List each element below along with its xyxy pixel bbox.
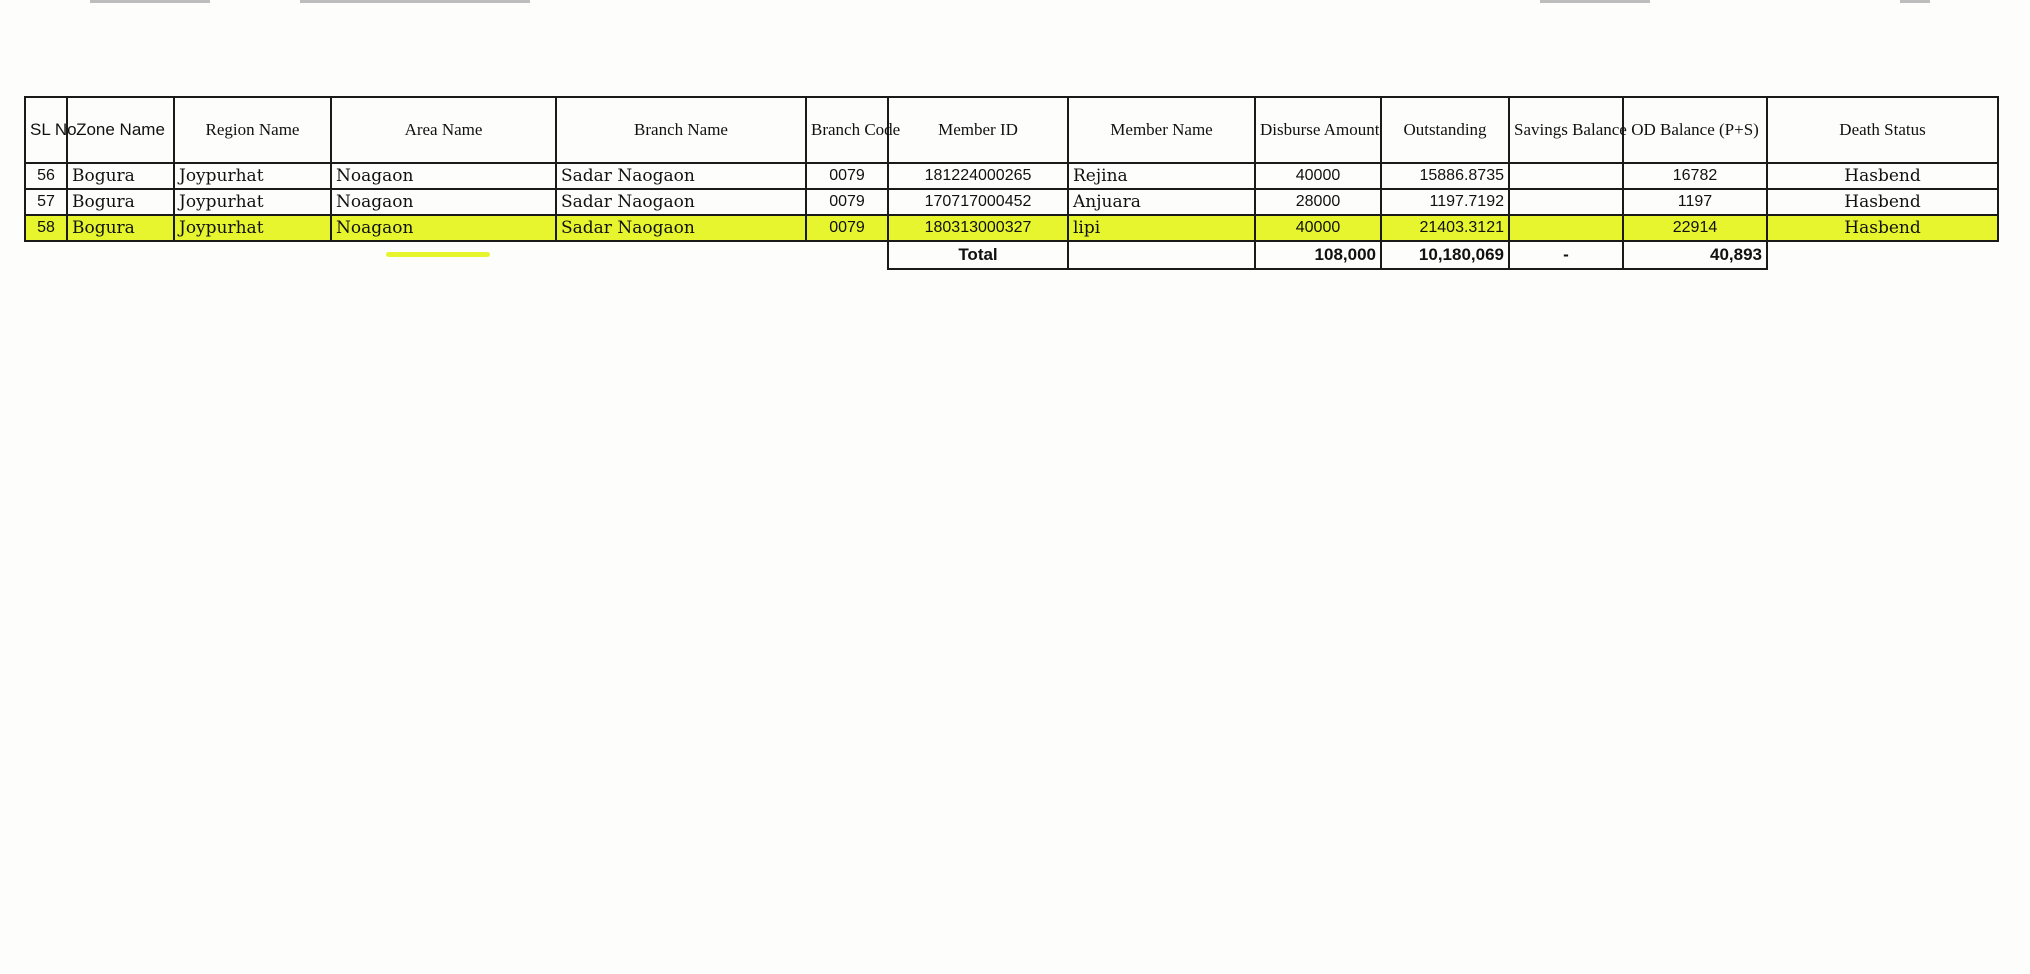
col-header-outstanding: Outstanding: [1381, 97, 1509, 163]
highlighter-stroke: [386, 252, 490, 257]
cell-member-name: Rejina: [1068, 163, 1255, 189]
col-header-savings: Savings Balance: [1509, 97, 1623, 163]
table-row: [25, 163, 1998, 189]
cell-outstanding: 21403.3121: [1381, 215, 1509, 241]
col-header-sl: SL No: [25, 97, 67, 163]
cell-area: Noagaon: [331, 163, 556, 189]
cell-member-id: 170717000452: [888, 189, 1068, 215]
col-header-od-balance: OD Balance (P+S): [1623, 97, 1767, 163]
cell-outstanding: 15886.8735: [1381, 163, 1509, 189]
cell-od-balance: 16782: [1623, 163, 1767, 189]
cell-branch: Sadar Naogaon: [556, 215, 806, 241]
col-header-death-status: Death Status: [1767, 97, 1998, 163]
cell-member-name: Anjuara: [1068, 189, 1255, 215]
cell-savings: [1509, 189, 1623, 215]
cell-member-id: 180313000327: [888, 215, 1068, 241]
scan-edge-marks: [0, 0, 2030, 6]
death-status-table: [24, 96, 1999, 270]
cell-disburse: 40000: [1255, 215, 1381, 241]
cell-region: Joypurhat: [174, 215, 331, 241]
cell-sl: 57: [25, 189, 67, 215]
col-header-member-name: Member Name: [1068, 97, 1255, 163]
cell-area: Noagaon: [331, 215, 556, 241]
total-member-name-empty: [1068, 241, 1255, 269]
cell-death-status: Hasbend: [1767, 189, 1998, 215]
cell-od-balance: 1197: [1623, 189, 1767, 215]
cell-zone: Bogura: [67, 215, 174, 241]
cell-sl: 56: [25, 163, 67, 189]
cell-death-status: Hasbend: [1767, 163, 1998, 189]
cell-disburse: 28000: [1255, 189, 1381, 215]
col-header-member-id: Member ID: [888, 97, 1068, 163]
header-row: [25, 97, 1998, 163]
cell-zone: Bogura: [67, 189, 174, 215]
col-header-disburse: Disburse Amount: [1255, 97, 1381, 163]
col-header-branch: Branch Name: [556, 97, 806, 163]
col-header-zone: Zone Name: [67, 97, 174, 163]
cell-region: Joypurhat: [174, 189, 331, 215]
cell-branch: Sadar Naogaon: [556, 189, 806, 215]
cell-branch-code: 0079: [806, 189, 888, 215]
col-header-branch-code: Branch Code: [806, 97, 888, 163]
table-row: [25, 189, 1998, 215]
cell-sl: 58: [25, 215, 67, 241]
cell-area: Noagaon: [331, 189, 556, 215]
report-sheet: [24, 96, 1999, 270]
cell-outstanding: 1197.7192: [1381, 189, 1509, 215]
cell-branch-code: 0079: [806, 163, 888, 189]
total-row: [25, 241, 1998, 269]
cell-od-balance: 22914: [1623, 215, 1767, 241]
cell-branch-code: 0079: [806, 215, 888, 241]
total-label: Total: [888, 241, 1068, 269]
total-outstanding: 10,180,069: [1381, 241, 1509, 269]
cell-death-status: Hasbend: [1767, 215, 1998, 241]
cell-disburse: 40000: [1255, 163, 1381, 189]
total-savings: -: [1509, 241, 1623, 269]
cell-branch: Sadar Naogaon: [556, 163, 806, 189]
total-od-balance: 40,893: [1623, 241, 1767, 269]
col-header-region: Region Name: [174, 97, 331, 163]
table-row-highlighted: [25, 215, 1998, 241]
cell-savings: [1509, 163, 1623, 189]
cell-member-id: 181224000265: [888, 163, 1068, 189]
cell-member-name: lipi: [1068, 215, 1255, 241]
cell-savings: [1509, 215, 1623, 241]
total-disburse: 108,000: [1255, 241, 1381, 269]
cell-region: Joypurhat: [174, 163, 331, 189]
cell-zone: Bogura: [67, 163, 174, 189]
col-header-area: Area Name: [331, 97, 556, 163]
